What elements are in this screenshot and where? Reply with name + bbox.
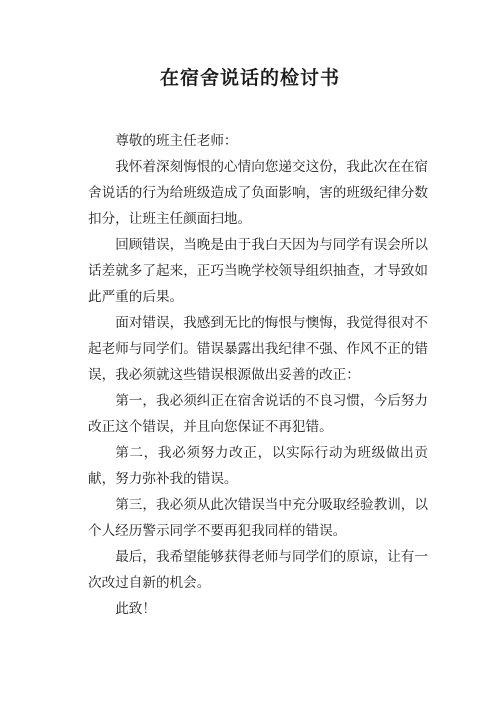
paragraph-intro: 我怀着深刻悔恨的心情向您递交这份，我此次在在宿舍说话的行为给班级造成了负面影响，害的班级纪律分数扣分，让班主任颜面扫地。 [88, 159, 428, 227]
document-body [88, 128, 428, 622]
paragraph-final: 最后，我希望能够获得老师与同学们的原谅，让有一次改过自新的机会。 [88, 549, 428, 591]
closing: 此致！ [115, 601, 156, 617]
paragraph-third: 第三，我必须从此次错误当中充分吸取经验教训，以个人经历警示同学不要再犯我同样的错误。 [88, 497, 428, 539]
greeting: 尊敬的班主任老师： [115, 133, 238, 149]
paragraph-second: 第二，我必须努力改正，以实际行动为班级做出贡献，努力弥补我的错误。 [88, 445, 428, 487]
paragraph-review: 回顾错误，当晚是由于我白天因为与同学有误会所以话差就多了起来，正巧当晚学校领导组织抽查，才导致如此严重的后果。 [88, 237, 428, 305]
paragraph-first: 第一，我必须纠正在宿舍说话的不良习惯，今后努力改正这个错误，并且向您保证不再犯错。 [88, 393, 428, 435]
document-title: 在宿舍说话的检讨书 [159, 67, 340, 89]
paragraph-reflection: 面对错误，我感到无比的悔恨与懊悔，我觉得很对不起老师与同学们。错误暴露出我纪律不强、作风不正的错误，我必须就这些错误根源做出妥善的改正： [88, 315, 428, 383]
